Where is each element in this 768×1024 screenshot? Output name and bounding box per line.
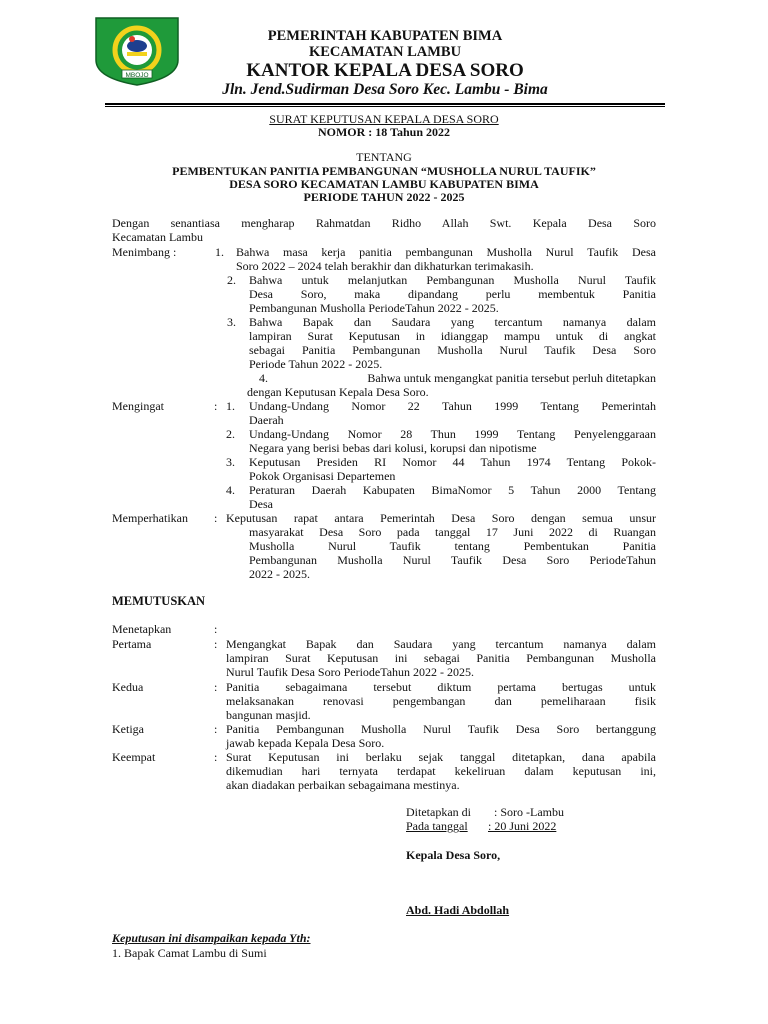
mengingat-item-num: 1. — [226, 399, 235, 413]
mengingat-item-num: 4. — [226, 483, 235, 497]
diktum-line: jawab kepada Kepala Desa Soro. — [226, 736, 385, 750]
menimbang-item-line: Pembangunan Musholla PeriodeTahun 2022 - 2025. — [249, 301, 499, 315]
menimbang-item-num: 3. — [227, 315, 236, 329]
mengingat-item-line: Negara yang berisi bebas dari kolusi, korupsi dan nipotisme — [249, 441, 537, 455]
menimbang-item-line: Bahwa Bapak dan Saudara yang tercantum namanya dalam — [249, 315, 656, 329]
letterhead-address: Jln. Jend.Sudirman Desa Soro Kec. Lambu - Bima — [222, 81, 548, 98]
letterhead-divider — [105, 103, 665, 105]
memperhatikan-colon: : — [214, 511, 218, 525]
diktum-line: dikemudian hari ternyata terdapat kekeliruan dalam keputusan ini, — [226, 764, 656, 778]
mengingat-item-line: Undang-Undang Nomor 28 Thun 1999 Tentang Penyelenggaraan — [249, 427, 656, 441]
diktum-line: Panitia Pembangunan Musholla Nurul Taufik Desa Soro bertanggung — [226, 722, 656, 736]
diktum-label: Keempat — [112, 750, 156, 764]
diktum-line: Nurul Taufik Desa Soro PeriodeTahun 2022 - 2025. — [226, 665, 475, 679]
mengingat-item-num: 2. — [226, 427, 235, 441]
memperhatikan-line: Keputusan rapat antara Pemerintah Desa Soro dengan semua unsur — [226, 511, 656, 525]
mengingat-item-line: Desa — [249, 497, 273, 511]
mengingat-item-line: Peraturan Daerah Kabupaten BimaNomor 5 Tahun 2000 Tentang — [249, 483, 656, 497]
menimbang-item-line: Bahwa masa kerja panitia pembangunan Musholla Nurul Taufik Desa — [236, 245, 656, 259]
signature-date-value: : 20 Juni 2022 — [488, 819, 557, 833]
signature-date-label: Pada tanggal — [406, 819, 468, 833]
intro-line2: Kecamatan Lambu — [112, 230, 203, 244]
memperhatikan-label: Memperhatikan — [112, 511, 188, 525]
letterhead-divider-thin — [105, 106, 665, 107]
menimbang-item-num: 4. — [259, 371, 268, 385]
signature-name: Abd. Hadi Abdollah — [406, 903, 510, 917]
menimbang-item-line: Desa Soro, maka dipandang perlu membentuk Panitia — [249, 287, 656, 301]
mengingat-label: Mengingat — [112, 399, 164, 413]
diktum-line: bangunan masjid. — [226, 708, 311, 722]
regency-logo — [94, 16, 180, 86]
mengingat-item-line: Undang-Undang Nomor 22 Tahun 1999 Tentang Pemerintah — [249, 399, 656, 413]
diktum-label: Kedua — [112, 680, 144, 694]
menetapkan-label: Menetapkan — [112, 622, 172, 636]
menimbang-item-line: Bahwa untuk mengangkat panitia tersebut perluh ditetapkan — [367, 371, 656, 385]
mengingat-item-num: 3. — [226, 455, 235, 469]
intro-line1: Dengan senantiasa mengharap Rahmatdan Ridho Allah Swt. Kepala Desa Soro — [112, 216, 656, 230]
menimbang-item-line: lampiran Surat Keputusan in idianggap mampu untuk di angkat — [249, 329, 656, 343]
letterhead-regency: PEMERINTAH KABUPATEN BIMA — [267, 28, 503, 44]
mengingat-item-line: Pokok Organisasi Departemen — [249, 469, 396, 483]
diktum-line: Panitia sebagaimana tersebut diktum pertama bertugas untuk — [226, 680, 656, 694]
letterhead-office: KANTOR KEPALA DESA SORO — [246, 60, 524, 81]
memperhatikan-line: masyarakat Desa Soro pada tanggal 17 Juni 2022 di Ruangan — [249, 525, 656, 539]
mengingat-item-line: Daerah — [249, 413, 284, 427]
diktum-colon: : — [214, 680, 218, 694]
decree-subject-line3: PERIODE TAHUN 2022 - 2025 — [303, 190, 465, 204]
diktum-colon: : — [214, 637, 218, 651]
diktum-label: Pertama — [112, 637, 152, 651]
memperhatikan-line: Pembangunan Musholla Nurul Taufik Desa Soro PeriodeTahun — [249, 553, 656, 567]
diktum-line: Mengangkat Bapak dan Saudara yang tercantum namanya dalam — [226, 637, 656, 651]
mengingat-item-line: Keputusan Presiden RI Nomor 44 Tahun 1974 Tentang Pokok- — [249, 455, 656, 469]
decree-number: NOMOR : 18 Tahun 2022 — [317, 125, 451, 139]
memperhatikan-line: 2022 - 2025. — [249, 567, 310, 581]
menimbang-item-line: dengan Keputusan Kepala Desa Soro. — [247, 385, 429, 399]
diktum-line: melaksanakan renovasi pengembangan dan pemeliharaan fisik — [226, 694, 656, 708]
menimbang-item-num: 1. — [215, 245, 224, 259]
memperhatikan-line: Musholla Nurul Taufik tentang Pembentukan Panitia — [249, 539, 656, 553]
svg-text:MBOJO: MBOJO — [125, 72, 149, 79]
decree-heading: SURAT KEPUTUSAN KEPALA DESA SORO — [269, 112, 499, 126]
diktum-colon: : — [214, 722, 218, 736]
diktum-line: akan diadakan perbaikan sebagaimana mestinya. — [226, 778, 460, 792]
signature-position: Kepala Desa Soro, — [406, 848, 501, 862]
decree-subject-line1: PEMBENTUKAN PANITIA PEMBANGUNAN “MUSHOLLA NURUL TAUFIK” — [172, 164, 596, 178]
decree-subject-line2: DESA SORO KECAMATAN LAMBU KABUPATEN BIMA — [229, 177, 539, 191]
signature-place-value: : Soro -Lambu — [494, 805, 564, 819]
menetapkan-colon: : — [214, 622, 218, 636]
decree-about: TENTANG — [356, 150, 412, 164]
diktum-colon: : — [214, 750, 218, 764]
menimbang-item-line: Periode Tahun 2022 - 2025. — [249, 357, 383, 371]
diktum-label: Ketiga — [112, 722, 144, 736]
memutuskan-heading: MEMUTUSKAN — [112, 594, 206, 608]
mengingat-colon: : — [214, 399, 218, 413]
diktum-line: lampiran Surat Keputusan ini sebagai Panitia Pembangunan Musholla — [226, 651, 656, 665]
distribution-heading: Keputusan ini disampaikan kepada Yth: — [112, 931, 311, 945]
menimbang-item-line: Soro 2022 – 2024 telah berakhir dan dikhaturkan terimakasih. — [236, 259, 534, 273]
menimbang-item-num: 2. — [227, 273, 236, 287]
menimbang-label: Menimbang : — [112, 245, 177, 259]
distribution-item: 1. Bapak Camat Lambu di Sumi — [112, 946, 267, 960]
menimbang-item-line: sebagai Panitia Pembangunan Musholla Nurul Taufik Desa Soro — [249, 343, 656, 357]
diktum-line: Surat Keputusan ini berlaku sejak tanggal ditetapkan, dana apabila — [226, 750, 656, 764]
menimbang-item-line: Bahwa untuk melanjutkan Pembangunan Musholla Nurul Taufik — [249, 273, 656, 287]
letterhead-district: KECAMATAN LAMBU — [308, 44, 462, 60]
signature-place-label: Ditetapkan di — [406, 805, 471, 819]
